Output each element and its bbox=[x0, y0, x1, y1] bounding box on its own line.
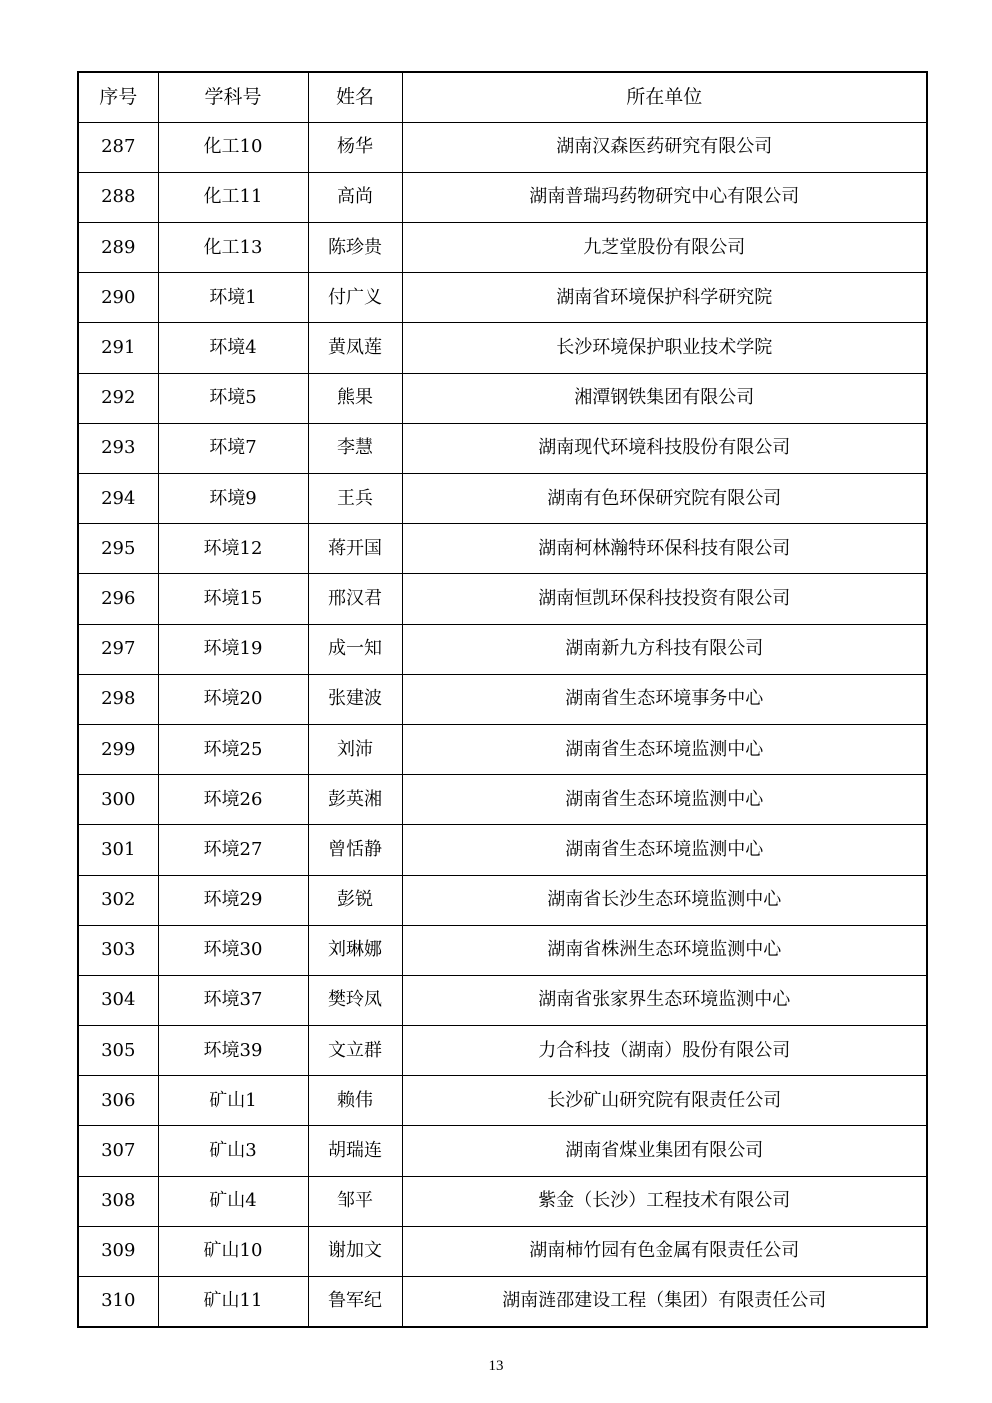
cell-organization: 湖南新九方科技有限公司 bbox=[402, 624, 927, 674]
table-row bbox=[78, 273, 927, 323]
cell-organization: 紫金（长沙）工程技术有限公司 bbox=[402, 1176, 927, 1226]
cell-subject-code: 环境25 bbox=[158, 724, 308, 774]
cell-index: 305 bbox=[78, 1026, 158, 1076]
table-row bbox=[78, 975, 927, 1025]
cell-index: 302 bbox=[78, 875, 158, 925]
table-row bbox=[78, 323, 927, 373]
cell-subject-code: 化工10 bbox=[158, 122, 308, 172]
cell-index: 298 bbox=[78, 674, 158, 724]
cell-name: 鲁军纪 bbox=[308, 1277, 402, 1327]
table-row bbox=[78, 724, 927, 774]
cell-name: 曾恬静 bbox=[308, 825, 402, 875]
cell-index: 309 bbox=[78, 1226, 158, 1276]
header-name: 姓名 bbox=[308, 72, 402, 122]
cell-index: 303 bbox=[78, 925, 158, 975]
cell-subject-code: 环境19 bbox=[158, 624, 308, 674]
table-row bbox=[78, 674, 927, 724]
cell-organization: 力合科技（湖南）股份有限公司 bbox=[402, 1026, 927, 1076]
cell-index: 308 bbox=[78, 1176, 158, 1226]
cell-name: 刘沛 bbox=[308, 724, 402, 774]
cell-name: 付广义 bbox=[308, 273, 402, 323]
table-row bbox=[78, 775, 927, 825]
cell-index: 293 bbox=[78, 423, 158, 473]
cell-index: 291 bbox=[78, 323, 158, 373]
table-row bbox=[78, 474, 927, 524]
table-row bbox=[78, 825, 927, 875]
cell-subject-code: 矿山11 bbox=[158, 1277, 308, 1327]
roster-table bbox=[77, 71, 928, 1328]
cell-name: 蒋开国 bbox=[308, 524, 402, 574]
cell-index: 292 bbox=[78, 373, 158, 423]
table-row bbox=[78, 574, 927, 624]
cell-index: 299 bbox=[78, 724, 158, 774]
cell-organization: 湖南柿竹园有色金属有限责任公司 bbox=[402, 1226, 927, 1276]
cell-name: 邹平 bbox=[308, 1176, 402, 1226]
cell-organization: 湖南省长沙生态环境监测中心 bbox=[402, 875, 927, 925]
table-row bbox=[78, 373, 927, 423]
table-header-row bbox=[78, 72, 927, 122]
header-subject-code: 学科号 bbox=[158, 72, 308, 122]
cell-index: 304 bbox=[78, 975, 158, 1025]
table-row bbox=[78, 1176, 927, 1226]
table-row bbox=[78, 423, 927, 473]
cell-subject-code: 化工13 bbox=[158, 223, 308, 273]
cell-index: 289 bbox=[78, 223, 158, 273]
cell-name: 成一知 bbox=[308, 624, 402, 674]
cell-subject-code: 环境15 bbox=[158, 574, 308, 624]
cell-organization: 湖南省生态环境监测中心 bbox=[402, 775, 927, 825]
cell-index: 306 bbox=[78, 1076, 158, 1126]
cell-subject-code: 化工11 bbox=[158, 172, 308, 222]
cell-subject-code: 环境30 bbox=[158, 925, 308, 975]
cell-index: 300 bbox=[78, 775, 158, 825]
cell-subject-code: 环境20 bbox=[158, 674, 308, 724]
cell-index: 290 bbox=[78, 273, 158, 323]
cell-name: 王兵 bbox=[308, 474, 402, 524]
cell-name: 高尚 bbox=[308, 172, 402, 222]
cell-organization: 长沙矿山研究院有限责任公司 bbox=[402, 1076, 927, 1126]
cell-index: 294 bbox=[78, 474, 158, 524]
cell-subject-code: 环境1 bbox=[158, 273, 308, 323]
page-number: 13 bbox=[488, 1358, 504, 1374]
cell-index: 297 bbox=[78, 624, 158, 674]
cell-index: 301 bbox=[78, 825, 158, 875]
cell-organization: 湖南柯林瀚特环保科技有限公司 bbox=[402, 524, 927, 574]
cell-index: 295 bbox=[78, 524, 158, 574]
cell-organization: 湖南有色环保研究院有限公司 bbox=[402, 474, 927, 524]
cell-organization: 湘潭钢铁集团有限公司 bbox=[402, 373, 927, 423]
table-row bbox=[78, 1076, 927, 1126]
cell-organization: 湖南省环境保护科学研究院 bbox=[402, 273, 927, 323]
header-index: 序号 bbox=[78, 72, 158, 122]
cell-name: 熊果 bbox=[308, 373, 402, 423]
cell-subject-code: 环境26 bbox=[158, 775, 308, 825]
cell-subject-code: 环境9 bbox=[158, 474, 308, 524]
cell-subject-code: 环境37 bbox=[158, 975, 308, 1025]
cell-name: 陈珍贵 bbox=[308, 223, 402, 273]
cell-organization: 湖南省生态环境监测中心 bbox=[402, 724, 927, 774]
table-row bbox=[78, 223, 927, 273]
table-row bbox=[78, 1126, 927, 1176]
table-row bbox=[78, 624, 927, 674]
cell-organization: 湖南普瑞玛药物研究中心有限公司 bbox=[402, 172, 927, 222]
cell-name: 樊玲凤 bbox=[308, 975, 402, 1025]
cell-name: 黄凤莲 bbox=[308, 323, 402, 373]
table-row bbox=[78, 172, 927, 222]
cell-subject-code: 环境29 bbox=[158, 875, 308, 925]
cell-name: 邢汉君 bbox=[308, 574, 402, 624]
cell-subject-code: 环境5 bbox=[158, 373, 308, 423]
cell-index: 288 bbox=[78, 172, 158, 222]
cell-index: 296 bbox=[78, 574, 158, 624]
cell-name: 刘琳娜 bbox=[308, 925, 402, 975]
table-row bbox=[78, 1277, 927, 1327]
cell-name: 胡瑞连 bbox=[308, 1126, 402, 1176]
cell-name: 谢加文 bbox=[308, 1226, 402, 1276]
table-row bbox=[78, 122, 927, 172]
cell-subject-code: 环境12 bbox=[158, 524, 308, 574]
cell-name: 彭锐 bbox=[308, 875, 402, 925]
cell-name: 张建波 bbox=[308, 674, 402, 724]
cell-organization: 九芝堂股份有限公司 bbox=[402, 223, 927, 273]
cell-subject-code: 环境27 bbox=[158, 825, 308, 875]
cell-organization: 湖南现代环境科技股份有限公司 bbox=[402, 423, 927, 473]
cell-name: 彭英湘 bbox=[308, 775, 402, 825]
cell-organization: 湖南省生态环境事务中心 bbox=[402, 674, 927, 724]
cell-name: 赖伟 bbox=[308, 1076, 402, 1126]
cell-name: 杨华 bbox=[308, 122, 402, 172]
cell-organization: 长沙环境保护职业技术学院 bbox=[402, 323, 927, 373]
cell-organization: 湖南恒凯环保科技投资有限公司 bbox=[402, 574, 927, 624]
cell-subject-code: 环境7 bbox=[158, 423, 308, 473]
table-row bbox=[78, 524, 927, 574]
cell-subject-code: 矿山3 bbox=[158, 1126, 308, 1176]
cell-organization: 湖南汉森医药研究有限公司 bbox=[402, 122, 927, 172]
cell-organization: 湖南涟邵建设工程（集团）有限责任公司 bbox=[402, 1277, 927, 1327]
cell-subject-code: 矿山10 bbox=[158, 1226, 308, 1276]
table-row bbox=[78, 875, 927, 925]
cell-index: 310 bbox=[78, 1277, 158, 1327]
cell-organization: 湖南省煤业集团有限公司 bbox=[402, 1126, 927, 1176]
cell-subject-code: 矿山1 bbox=[158, 1076, 308, 1126]
cell-subject-code: 环境39 bbox=[158, 1026, 308, 1076]
table-row bbox=[78, 1226, 927, 1276]
cell-name: 李慧 bbox=[308, 423, 402, 473]
cell-subject-code: 矿山4 bbox=[158, 1176, 308, 1226]
cell-subject-code: 环境4 bbox=[158, 323, 308, 373]
cell-organization: 湖南省生态环境监测中心 bbox=[402, 825, 927, 875]
cell-name: 文立群 bbox=[308, 1026, 402, 1076]
cell-index: 307 bbox=[78, 1126, 158, 1176]
cell-organization: 湖南省株洲生态环境监测中心 bbox=[402, 925, 927, 975]
header-organization: 所在单位 bbox=[402, 72, 927, 122]
cell-organization: 湖南省张家界生态环境监测中心 bbox=[402, 975, 927, 1025]
table-row bbox=[78, 1026, 927, 1076]
table-row bbox=[78, 925, 927, 975]
cell-index: 287 bbox=[78, 122, 158, 172]
